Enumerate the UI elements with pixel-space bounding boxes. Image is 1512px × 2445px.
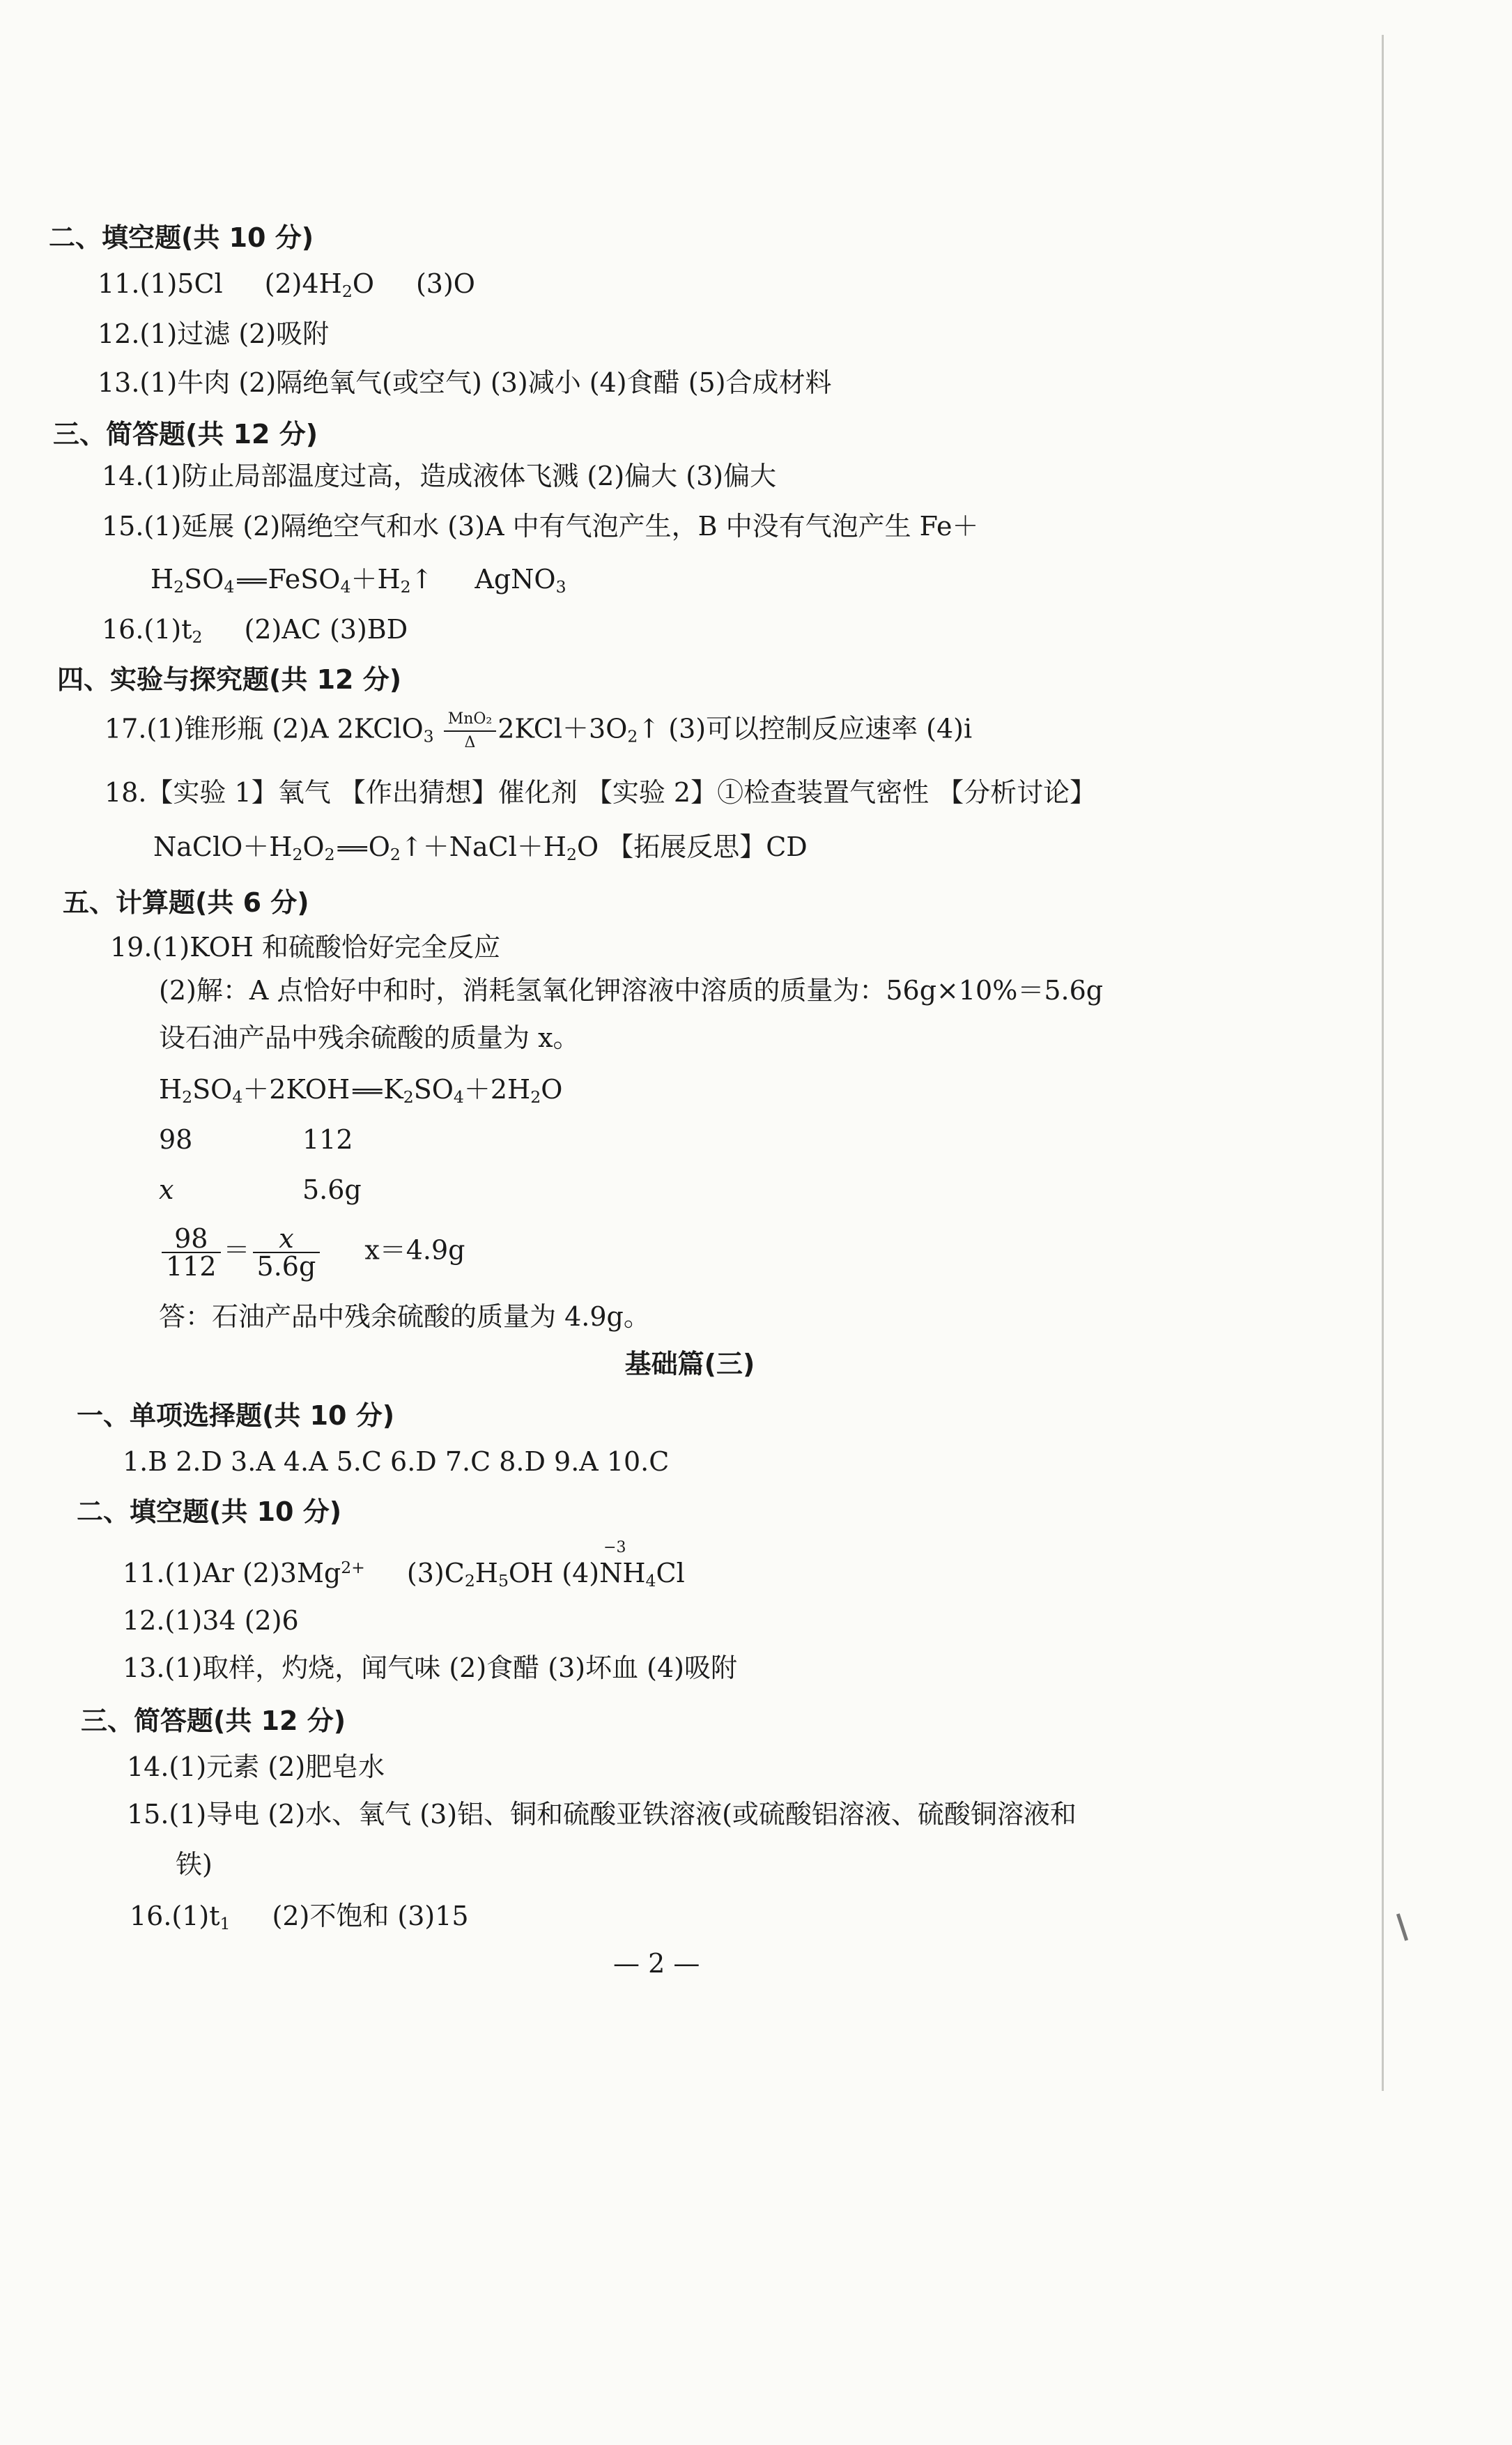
b12-answer: 12.(1)34 (2)6 <box>123 1605 299 1636</box>
q17-answer: 17.(1)锥形瓶 (2)A 2KClO$_3$ MnO₂ Δ $2KCl+3O_2↑$ (3)可以控制反应速率 (4)i <box>105 710 973 752</box>
q13-answer: 13.(1)牛肉 (2)隔绝氧气(或空气) (3)减小 (4)食醋 (5)合成材料 <box>98 367 832 398</box>
q16-answer: $16.(1)t_2$ (2)AC (3)BD <box>102 614 408 647</box>
page-number: — 2 — <box>613 1948 700 1979</box>
subsection-title: 基础篇(三) <box>624 1349 755 1379</box>
section-heading-single-choice: 一、单项选择题(共 10 分) <box>77 1400 395 1431</box>
section-heading-short-answer-3: 三、简答题(共 12 分) <box>81 1706 346 1736</box>
reaction-condition: MnO₂ Δ <box>444 711 497 751</box>
b16-answer: $16.(1)t_1$ (2)不饱和 (3)15 <box>130 1901 469 1933</box>
b14-answer: 14.(1)元素 (2)肥皂水 <box>127 1752 385 1782</box>
q12-answer: 12.(1)过滤 (2)吸附 <box>98 319 330 349</box>
q19-part1: 19.(1)KOH 和硫酸恰好完全反应 <box>110 932 500 963</box>
scan-speck <box>1396 1913 1408 1941</box>
q19-proportion: $\frac{98}{112}$ ＝ $\frac{x}{5.6g}$ x＝4.9g <box>159 1225 465 1280</box>
mc-answers: 1.B 2.D 3.A 4.A 5.C 6.D 7.C 8.D 9.A 10.C <box>123 1446 670 1477</box>
q15-equation: $H_2SO_4$ ═══ $FeSO_4+H_2↑$ AgNO$_3$ <box>151 564 566 597</box>
q18-equation: $NaClO+H_2O_2$ ═══ $O_2↑+NaCl+H_2O$ 【拓展反思】CD <box>153 831 808 864</box>
q15-answer-line1: 15.(1)延展 (2)隔绝空气和水 (3)A 中有气泡产生，B 中没有气泡产生 Fe＋ <box>102 511 979 542</box>
b15-answer-line1: 15.(1)导电 (2)水、氧气 (3)铝、铜和硫酸亚铁溶液(或硫酸铝溶液、硫酸铜溶液和 <box>127 1799 1077 1830</box>
q18-answer-line1: 18.【实验 1】氧气 【作出猜想】催化剂 【实验 2】①检查装置气密性 【分析讨论】 <box>105 777 1097 808</box>
section-heading-calculation: 五、计算题(共 6 分) <box>63 887 309 918</box>
section-heading-fill-blank-3: 二、填空题(共 10 分) <box>77 1496 342 1527</box>
q19-ratio-row-1: 98 112 <box>159 1124 353 1155</box>
b13-answer: 13.(1)取样，灼烧，闻气味 (2)食醋 (3)坏血 (4)吸附 <box>123 1653 737 1683</box>
q19-equation: $H_2SO_4+2KOH$ ═══ $K_2SO_4+2H_2O$ <box>159 1074 563 1107</box>
q19-assumption: 设石油产品中残余硫酸的质量为 x。 <box>159 1022 580 1053</box>
b11-answer: 11.(1)Ar $(2)3Mg^{2+}$ $(3)C_2H_5OH$ (4) −3 $NH_4Cl$ <box>123 1539 685 1591</box>
section-heading-short-answer: 三、简答题(共 12 分) <box>53 419 318 450</box>
q11-answer: 11.(1)5Cl $(2)4H_2O$ (3)O <box>98 268 475 301</box>
section-heading-fill-blank: 二、填空题(共 10 分) <box>49 222 314 253</box>
q19-part2: (2)解：A 点恰好中和时，消耗氢氧化钾溶液中溶质的质量为：56g×10%＝5.6g <box>159 975 1104 1006</box>
b15-answer-line2: 铁) <box>176 1849 213 1880</box>
q19-conclusion: 答：石油产品中残余硫酸的质量为 4.9g。 <box>159 1301 650 1332</box>
q19-ratio-row-2: x 5.6g <box>159 1174 362 1205</box>
section-heading-experiment: 四、实验与探究题(共 12 分) <box>57 664 402 695</box>
q14-answer: 14.(1)防止局部温度过高，造成液体飞溅 (2)偏大 (3)偏大 <box>102 461 777 491</box>
scan-margin-line <box>1382 35 1384 2091</box>
